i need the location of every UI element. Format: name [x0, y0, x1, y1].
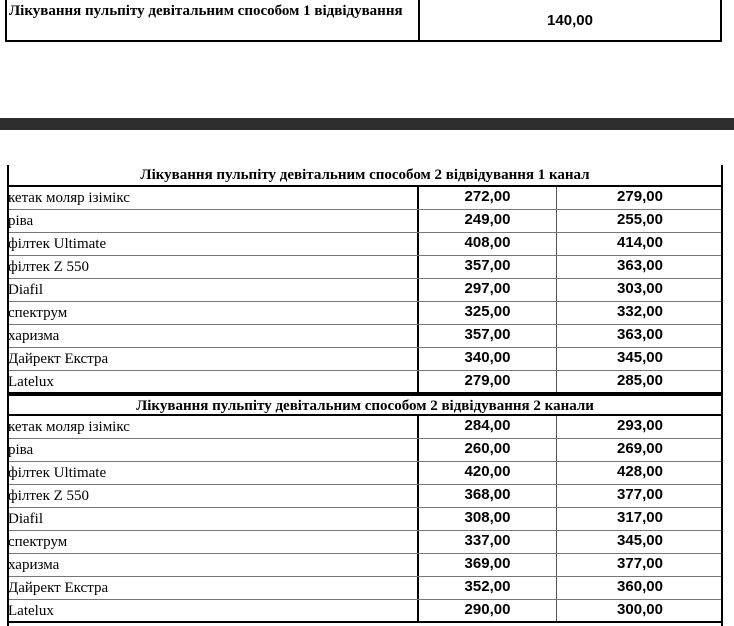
material-name: Diafil: [7, 508, 419, 530]
price-2: 317,00: [617, 509, 663, 526]
price-1: 284,00: [419, 416, 557, 438]
table-row: [7, 531, 723, 554]
table-row: [7, 416, 723, 439]
table-row: [7, 233, 723, 256]
price-1: 368,00: [419, 485, 557, 507]
price-2: 377,00: [617, 486, 663, 503]
price-1: 279,00: [419, 371, 557, 392]
price-2: 303,00: [617, 280, 663, 297]
material-name: філтек Ultimate: [7, 462, 419, 484]
table-row: [7, 439, 723, 462]
price-1: 337,00: [419, 531, 557, 553]
table-row: [7, 348, 723, 371]
table-row: [7, 325, 723, 348]
price-2: 345,00: [617, 349, 663, 366]
material-name: харизма: [7, 554, 419, 576]
service-price: 140,00: [547, 11, 593, 29]
material-name: Дайрект Екстра: [7, 348, 419, 370]
material-name: Дайрект Екстра: [7, 577, 419, 599]
table-row: [7, 600, 723, 623]
price-1: 357,00: [419, 256, 557, 278]
material-name: Latelux: [7, 371, 419, 392]
price-1: 340,00: [419, 348, 557, 370]
table-row: [7, 256, 723, 279]
table-row: [7, 577, 723, 600]
service-name: Лікування пульпіту девітальним способом 1 відвідування: [7, 0, 420, 40]
section-body: [7, 416, 723, 623]
top-price-row: [5, 0, 722, 42]
price-1: 325,00: [419, 302, 557, 324]
price-2: 363,00: [617, 326, 663, 343]
price-2: 414,00: [617, 234, 663, 251]
price-2: 345,00: [617, 532, 663, 549]
table-sections: [7, 165, 723, 623]
price-2: 300,00: [617, 601, 663, 618]
table-row: [7, 508, 723, 531]
price-1: 369,00: [419, 554, 557, 576]
material-name: філтек Z 550: [7, 485, 419, 507]
price-2: 377,00: [617, 555, 663, 572]
price-1: 249,00: [419, 210, 557, 232]
material-name: спектрум: [7, 302, 419, 324]
page-divider-bar: [0, 118, 734, 130]
price-2: 255,00: [617, 211, 663, 228]
table-row: [7, 485, 723, 508]
price-1: 352,00: [419, 577, 557, 599]
price-1: 297,00: [419, 279, 557, 301]
price-1: 408,00: [419, 233, 557, 255]
table-row: [7, 554, 723, 577]
section-title: Лікування пульпіту девітальним способом 2 відвідування 1 канал: [7, 165, 723, 187]
price-table: [7, 165, 723, 623]
price-2: 285,00: [617, 372, 663, 389]
table-row: [7, 187, 723, 210]
material-name: ріва: [7, 439, 419, 461]
material-name: філтек Z 550: [7, 256, 419, 278]
price-1: 290,00: [419, 600, 557, 621]
material-name: філтек Ultimate: [7, 233, 419, 255]
material-name: Diafil: [7, 279, 419, 301]
price-2: 428,00: [617, 463, 663, 480]
price-1: 357,00: [419, 325, 557, 347]
material-name: спектрум: [7, 531, 419, 553]
price-2: 360,00: [617, 578, 663, 595]
material-name: ріва: [7, 210, 419, 232]
price-1: 420,00: [419, 462, 557, 484]
section-title: Лікування пульпіту девітальним способом 2 відвідування 2 канали: [7, 394, 723, 416]
price-1: 260,00: [419, 439, 557, 461]
price-2: 332,00: [617, 303, 663, 320]
section-body: [7, 187, 723, 394]
material-name: кетак моляр ізімікс: [7, 187, 419, 209]
table-row: [7, 302, 723, 325]
table-row: [7, 462, 723, 485]
material-name: харизма: [7, 325, 419, 347]
table-row: [7, 279, 723, 302]
price-2: 279,00: [617, 188, 663, 205]
material-name: кетак моляр ізімікс: [7, 416, 419, 438]
table-row: [7, 371, 723, 394]
price-2: 269,00: [617, 440, 663, 457]
price-2: 293,00: [617, 417, 663, 434]
table-row: [7, 210, 723, 233]
material-name: Latelux: [7, 600, 419, 621]
price-1: 308,00: [419, 508, 557, 530]
price-2: 363,00: [617, 257, 663, 274]
price-1: 272,00: [419, 187, 557, 209]
